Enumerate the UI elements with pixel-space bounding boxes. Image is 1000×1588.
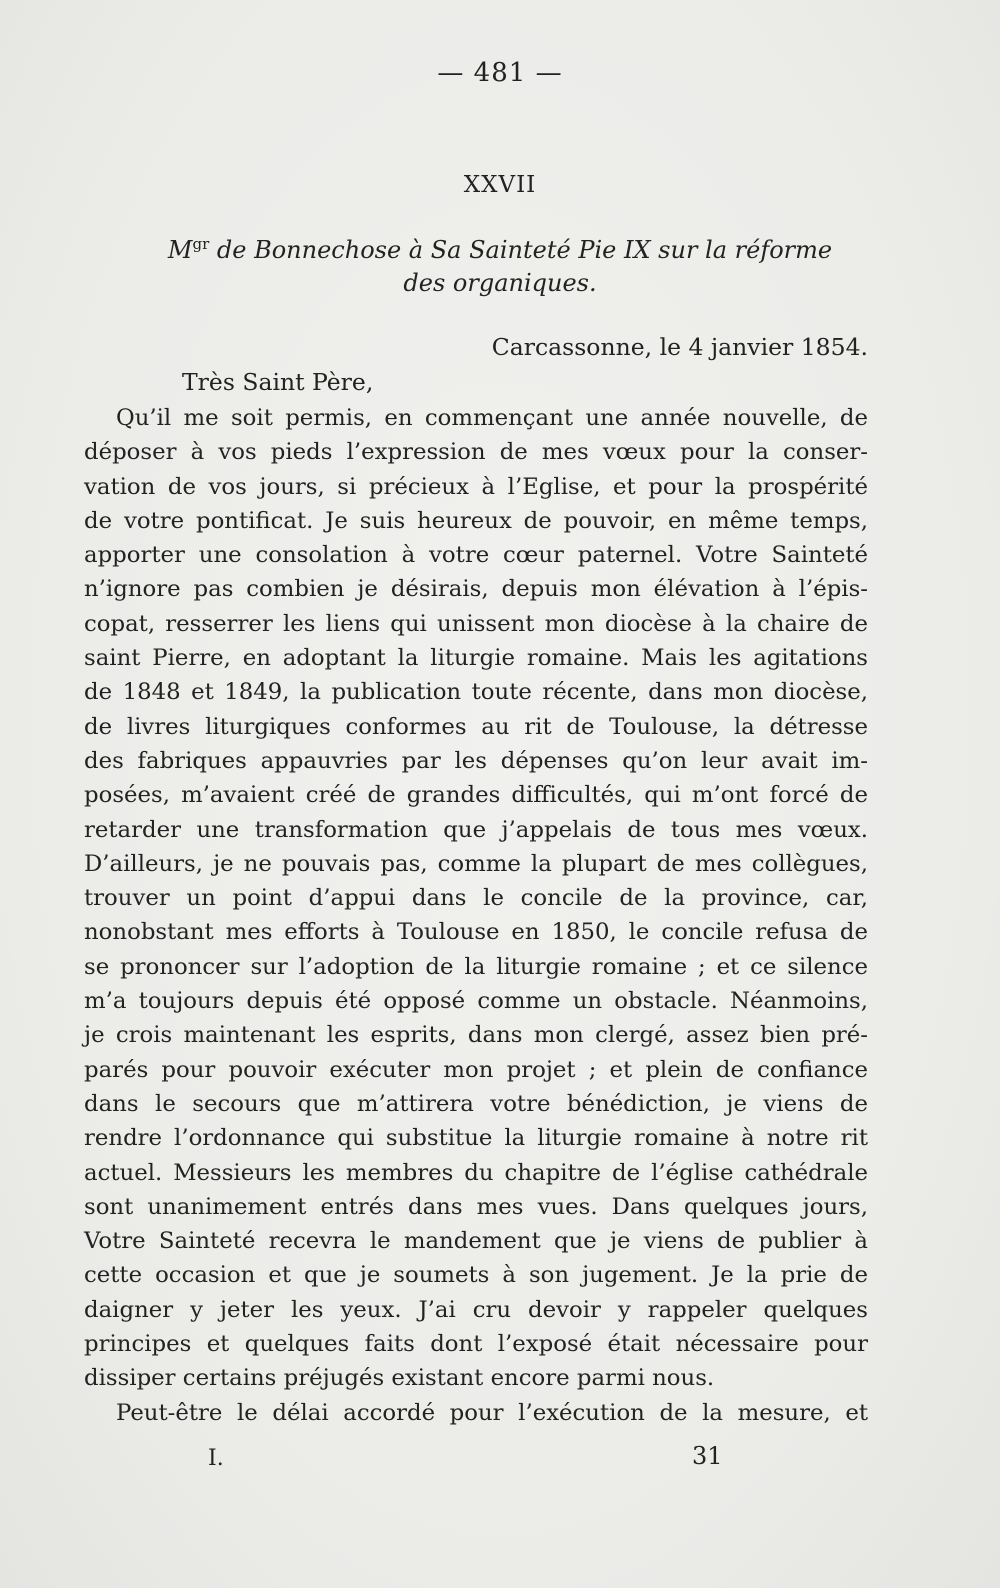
paragraph-1-line: de 1848 et 1849, la publication toute récente, dans mon diocèse,	[84, 679, 868, 706]
paragraph-1-line: je crois maintenant les esprits, dans mon clergé, assez bien pré-	[84, 1022, 868, 1049]
title-prefix: M	[167, 236, 193, 264]
title-superscript: gr	[192, 235, 210, 253]
paragraph-1-line: dans le secours que m’attirera votre bénédiction, je viens de	[84, 1090, 868, 1117]
page-number: — 481 —	[437, 58, 563, 88]
paragraph-1-line: parés pour pouvoir exécuter mon projet ; et plein de confiance	[84, 1056, 868, 1083]
paragraph-1-line: retarder une transformation que j’appelais de tous mes vœux.	[84, 816, 868, 843]
sheet-number: 31	[692, 1442, 723, 1470]
paragraph-1-line: apporter une consolation à votre cœur paternel. Votre Sainteté	[84, 542, 868, 569]
paragraph-1-line: n’ignore pas combien je désirais, depuis mon élévation à l’épis-	[84, 576, 868, 603]
paragraph-1-line: Votre Sainteté recevra le mandement que je viens de publier à	[84, 1228, 868, 1255]
paragraph-1-line: dissiper certains préjugés existant encore parmi nous.	[84, 1365, 715, 1392]
paragraph-1-line: posées, m’avaient créé de grandes difficultés, qui m’ont forcé de	[84, 782, 868, 809]
paragraph-1-line: trouver un point d’appui dans le concile de la province, car,	[84, 885, 868, 912]
paragraph-1-line: saint Pierre, en adoptant la liturgie romaine. Mais les agitations	[84, 645, 868, 672]
letter-body	[84, 401, 868, 1430]
paragraph-1-line: déposer à vos pieds l’expression de mes vœux pour la conser-	[84, 439, 868, 466]
paragraph-1-line: vation de vos jours, si précieux à l’Eglise, et pour la prospérité	[84, 473, 868, 500]
letter-title-line-1	[0, 228, 1000, 267]
paragraph-1-line: sont unanimement entrés dans mes vues. Dans quelques jours,	[84, 1193, 868, 1220]
paragraph-1-line: copat, resserrer les liens qui unissent mon diocèse à la chaire de	[84, 610, 868, 637]
paragraph-1-line: actuel. Messieurs les membres du chapitre de l’église cathédrale	[84, 1159, 868, 1186]
section-number: XXVII	[463, 172, 537, 198]
paragraph-1-line: de livres liturgiques conformes au rit de Toulouse, la détresse	[84, 713, 868, 740]
paragraph-1-line: se prononcer sur l’adoption de la liturgie romaine ; et ce silence	[84, 953, 868, 980]
paragraph-1-line: des fabriques appauvries par les dépenses qu’on leur avait im-	[84, 747, 868, 774]
salutation: Très Saint Père,	[182, 368, 374, 396]
title-line-1-rest: de Bonnechose à Sa Sainteté Pie IX sur la réforme	[209, 236, 833, 264]
paragraph-2-line: Peut-être le délai accordé pour l’exécution de la mesure, et	[116, 1399, 868, 1426]
letter-title	[0, 228, 1000, 300]
paragraph-1-line: rendre l’ordonnance qui substitue la liturgie romaine à notre rit	[84, 1125, 868, 1152]
paragraph-1-line: cette occasion et que je soumets à son jugement. Je la prie de	[84, 1262, 868, 1289]
paragraph-1-line: nonobstant mes efforts à Toulouse en 1850, le concile refusa de	[84, 919, 868, 946]
letter-title-line-2: des organiques.	[403, 269, 597, 297]
paragraph-1-line: D’ailleurs, je ne pouvais pas, comme la plupart de mes collègues,	[84, 850, 868, 877]
paragraph-1-line: daigner y jeter les yeux. J’ai cru devoir y rappeler quelques	[84, 1296, 868, 1323]
dateline: Carcassonne, le 4 janvier 1854.	[491, 333, 868, 361]
signature-mark: I.	[208, 1446, 224, 1471]
paragraph-1-line: m’a toujours depuis été opposé comme un obstacle. Néanmoins,	[84, 988, 868, 1015]
paragraph-1-line: principes et quelques faits dont l’exposé était nécessaire pour	[84, 1331, 868, 1358]
paragraph-1-line: de votre pontificat. Je suis heureux de pouvoir, en même temps,	[84, 507, 868, 534]
paragraph-1-line: Qu’il me soit permis, en commençant une année nouvelle, de	[116, 405, 868, 431]
